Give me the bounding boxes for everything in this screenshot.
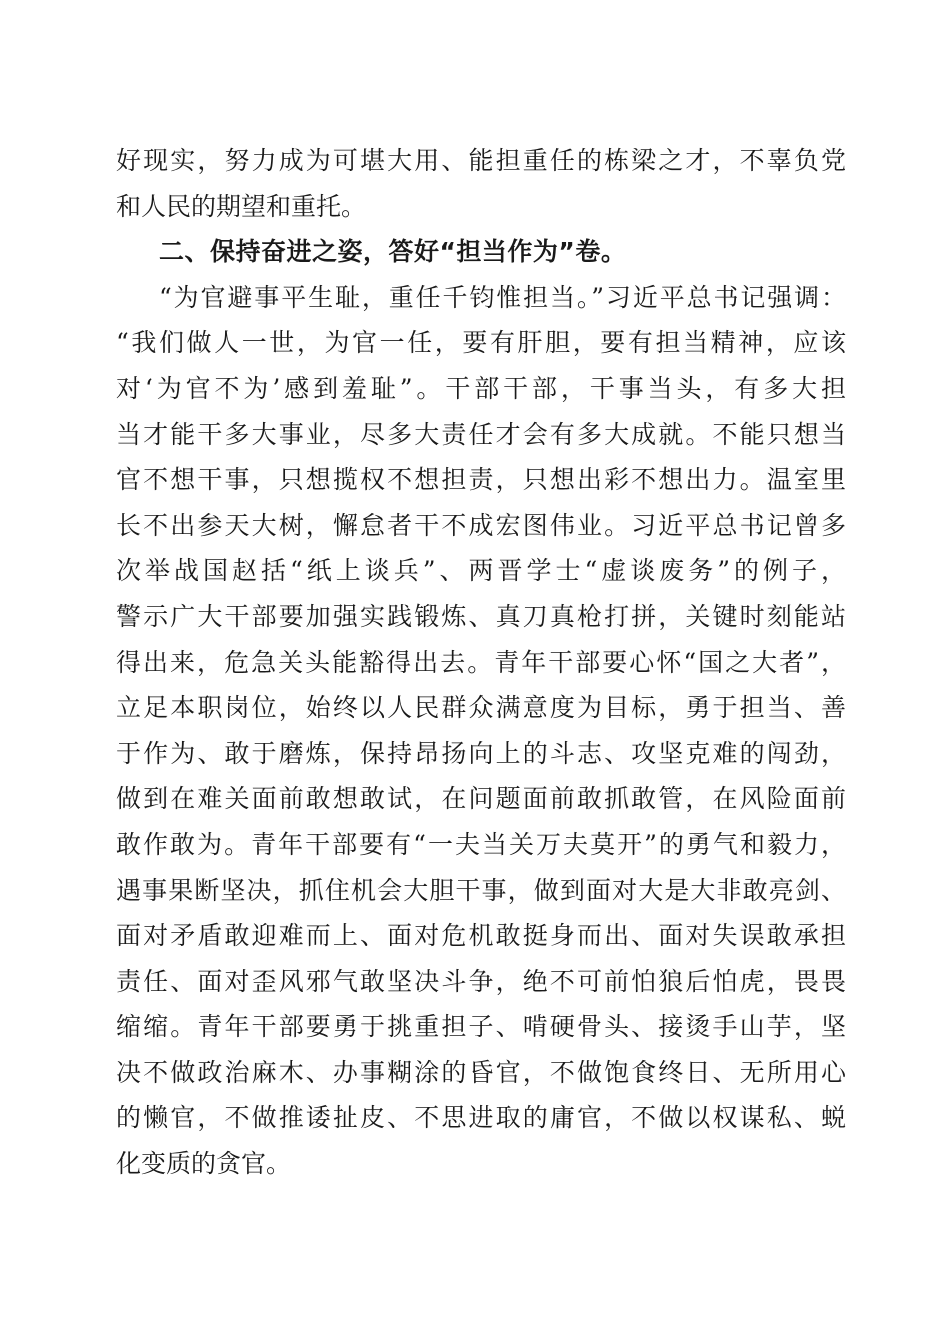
paragraph-line: 做到在难关面前敢想敢试，在问题面前敢抓敢管，在风险面前 xyxy=(116,784,846,814)
paragraph-line: 得出来，危急关头能豁得出去。青年干部要心怀“国之大者”， xyxy=(116,647,846,677)
section-heading: 二、保持奋进之姿，答好“担当作为”卷。 xyxy=(159,237,627,267)
paragraph-line: 遇事果断坚决，抓住机会大胆干事，做到面对大是大非敢亮剑、 xyxy=(116,875,846,905)
paragraph-line: 面对矛盾敢迎难而上、面对危机敢挺身而出、面对失误敢承担 xyxy=(116,921,846,951)
paragraph-line: “我们做人一世，为官一任，要有肝胆，要有担当精神，应该 xyxy=(116,328,846,358)
paragraph-line: 和人民的期望和重托。 xyxy=(116,191,367,221)
paragraph-line: 对‘为官不为’感到羞耻”。干部干部，干事当头，有多大担 xyxy=(116,373,846,403)
paragraph-line: 责任、面对歪风邪气敢坚决斗争，绝不可前怕狼后怕虎，畏畏 xyxy=(116,966,846,996)
paragraph-line: 长不出参天大树，懈怠者干不成宏图伟业。习近平总书记曾多 xyxy=(116,510,846,540)
paragraph-line: 警示广大干部要加强实践锻炼、真刀真枪打拼，关键时刻能站 xyxy=(116,601,846,631)
paragraph-line: 官不想干事，只想揽权不想担责，只想出彩不想出力。温室里 xyxy=(116,465,846,495)
paragraph-line: 好现实，努力成为可堪大用、能担重任的栋梁之才，不辜负党 xyxy=(116,146,846,175)
paragraph-line: 缩缩。青年干部要勇于挑重担子、啃硬骨头、接烫手山芋，坚 xyxy=(116,1012,846,1042)
paragraph-line: “为官避事平生耻，重任千钧惟担当。”习近平总书记强调： xyxy=(159,282,846,312)
paragraph-line: 化变质的贪官。 xyxy=(116,1149,292,1179)
paragraph-line: 的懒官，不做推诿扯皮、不思进取的庸官，不做以权谋私、蜕 xyxy=(116,1103,846,1133)
paragraph-line: 当才能干多大事业，尽多大责任才会有多大成就。不能只想当 xyxy=(116,419,846,449)
paragraph-line: 于作为、敢于磨炼，保持昂扬向上的斗志、攻坚克难的闯劲， xyxy=(116,738,846,768)
document-body xyxy=(116,138,846,1187)
paragraph-line: 次举战国赵括“纸上谈兵”、两晋学士“虚谈废务”的例子， xyxy=(116,556,846,586)
paragraph-line: 决不做政治麻木、办事糊涂的昏官，不做饱食终日、无所用心 xyxy=(116,1057,846,1087)
paragraph-line: 立足本职岗位，始终以人民群众满意度为目标，勇于担当、善 xyxy=(116,693,846,723)
paragraph-line: 敢作敢为。青年干部要有“一夫当关万夫莫开”的勇气和毅力， xyxy=(116,829,846,859)
